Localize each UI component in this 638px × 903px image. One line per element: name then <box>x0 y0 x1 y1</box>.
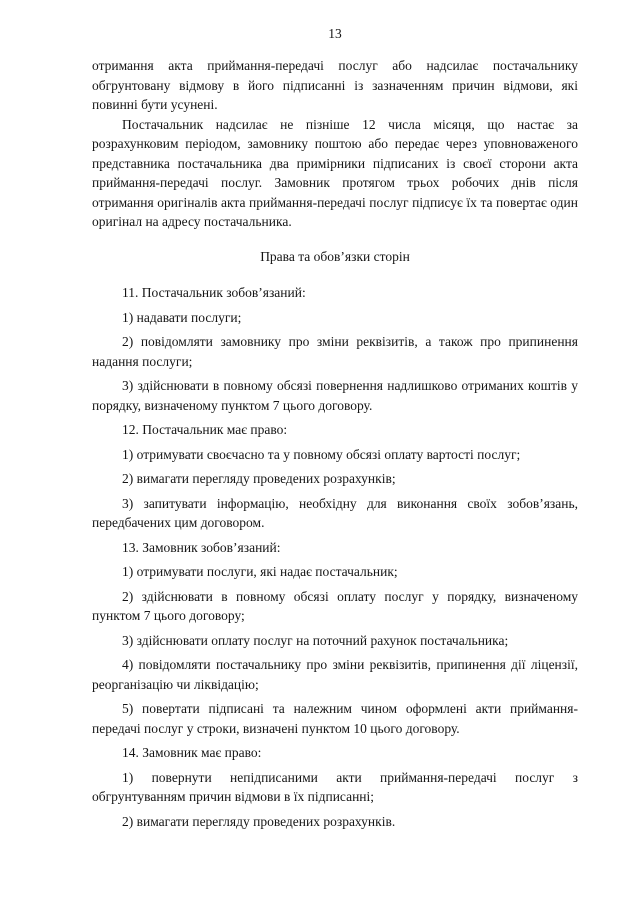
paragraph: 2) вимагати перегляду проведених розрахунків. <box>122 813 396 829</box>
paragraph: 2) здійснювати в повному обсязі оплату послуг у порядку, визначеному пунктом 7 цього договору; <box>92 588 578 623</box>
paragraph: 12. Постачальник має право: <box>122 422 288 437</box>
paragraph: 1) отримувати послуги, які надає постачальник; <box>122 564 398 579</box>
paragraph: 1) надавати послуги; <box>122 309 242 325</box>
paragraph: 3) здійснювати оплату послуг на поточний рахунок постачальника; <box>122 632 509 648</box>
document-body <box>92 56 578 831</box>
page-number: 13 <box>328 26 342 41</box>
paragraph: Постачальник надсилає не пізніше 12 числа місяця, що настає за розрахунковим періодом, замовнику поштою або передає через уповноваженого представника постачальника два примірники підписаних із своєї сторони акта приймання-передачі послуг. Замовник протягом трьох робочих днів після отримання оригіналів акта приймання-передачі послуг підписує їх та повертає один оригінал на адресу постачальника. <box>92 116 578 229</box>
paragraph: 5) повертати підписані та належним чином оформлені акти приймання-передачі послуг у строки, визначені пунктом 10 цього договору. <box>92 701 578 736</box>
paragraph: 14. Замовник має право: <box>122 745 262 760</box>
paragraph: 3) запитувати інформацію, необхідну для виконання своїх зобов’язань, передбачених цим договором. <box>92 495 578 530</box>
paragraph: 11. Постачальник зобов’язаний: <box>122 285 306 300</box>
paragraph: отримання акта приймання-передачі послуг або надсилає постачальнику обгрунтовану відмову в його підписанні із зазначенням причин відмови, які повинні бути усунені. <box>92 58 578 112</box>
section-heading: Права та обов’язки сторін <box>260 248 410 264</box>
paragraph: 4) повідомляти постачальнику про зміни реквізитів, припинення дії ліцензії, реорганізацію чи ліквідацію; <box>92 657 578 692</box>
paragraph: 13. Замовник зобов’язаний: <box>122 539 281 555</box>
paragraph: 3) здійснювати в повному обсязі повернення надлишково отриманих коштів у порядку, визначеному пунктом 7 цього договору. <box>92 378 578 413</box>
paragraph: 2) повідомляти замовнику про зміни реквізитів, а також про припинення надання послуги; <box>92 334 578 369</box>
paragraph: 2) вимагати перегляду проведених розрахунків; <box>122 471 396 486</box>
paragraph: 1) отримувати своєчасно та у повному обсязі оплату вартості послуг; <box>122 446 521 462</box>
paragraph: 1) повернути непідписаними акти приймання-передачі послуг з обгрунтуванням причин відмови в їх підписанні; <box>92 769 578 804</box>
